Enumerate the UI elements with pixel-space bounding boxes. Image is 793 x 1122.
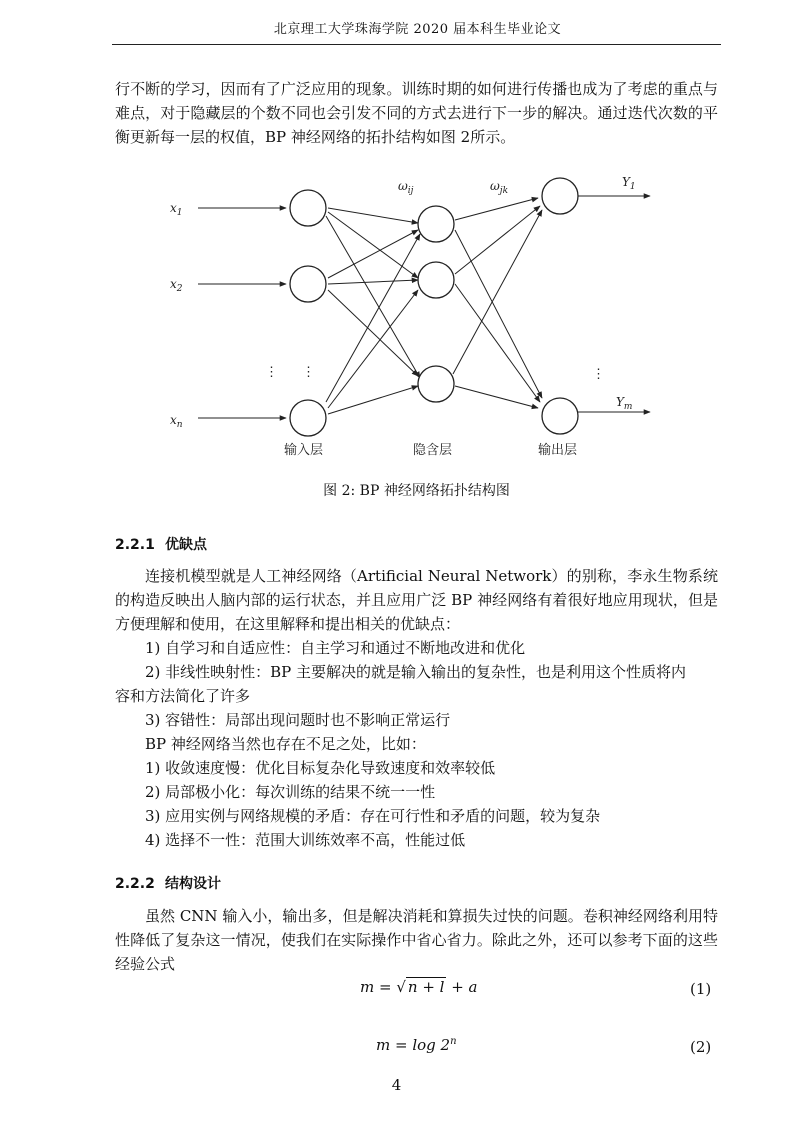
equation-1-tail: + a (446, 978, 478, 996)
edges-hidden-output (453, 198, 542, 408)
section-number: 2.2.1 (115, 537, 155, 553)
bp-network-diagram (160, 168, 660, 468)
weight-label-wjk: $\omega_{jk}$ (490, 179, 509, 196)
disadvantage-item-1: 1) 收敛速度慢：优化目标复杂化导致速度和效率较低 (145, 759, 496, 777)
equation-1-number: (1) (690, 980, 712, 998)
input-node-2 (290, 266, 326, 302)
section-number: 2.2.2 (115, 876, 155, 892)
equation-1-lhs: m = (360, 978, 397, 996)
section-heading-2-2-2 (115, 873, 221, 893)
advantage-item-1: 1) 自学习和自适应性：自主学习和通过不断地改进和优化 (145, 639, 526, 657)
disadvantage-item-3: 3) 应用实例与网络规模的矛盾：存在可行性和矛盾的问题，较为复杂 (145, 807, 601, 825)
output-arrows (578, 196, 650, 412)
layer-label-hidden: 隐含层 (413, 443, 453, 458)
equation-1 (360, 978, 478, 996)
output-label-ym: $Y_m$ (616, 395, 633, 412)
paragraph-structure-design: 虽然 CNN 输入小，输出多，但是解决消耗和算损失过快的问题。卷积神经网络利用特性降低了复杂这一情况，使我们在实际操作中省心省力。除此之外，还可以参考下面的这些经验公式 (115, 907, 718, 973)
section-heading-2-2-1 (115, 534, 207, 554)
hidden-node-2 (418, 262, 454, 298)
output-node-1 (542, 178, 578, 214)
ellipsis-dots-2: ⋮ (302, 365, 315, 380)
disadvantage-intro: BP 神经网络当然也存在不足之处，比如： (145, 735, 426, 753)
input-label-x1: $x_1$ (170, 201, 183, 218)
advantage-item-3: 3) 容错性：局部出现问题时也不影响正常运行 (145, 711, 451, 729)
ellipsis-dots-3: ⋮ (592, 367, 605, 382)
equation-2-number: (2) (690, 1038, 712, 1056)
hidden-node-3 (418, 366, 454, 402)
equation-1-radicand: n + l (407, 978, 445, 996)
weight-label-wij: $\omega_{ij}$ (398, 179, 414, 196)
section-title: 结构设计 (165, 876, 221, 892)
page-header: 北京理工大学珠海学院 2020 届本科生毕业论文 (273, 22, 562, 37)
page-number: 4 (391, 1076, 402, 1094)
sqrt-symbol: √ (396, 978, 406, 996)
header-rule (112, 44, 721, 45)
section-title: 优缺点 (165, 537, 207, 553)
disadvantage-item-4: 4) 选择不一性：范围大训练效率不高，性能过低 (145, 831, 466, 849)
figure-caption: 图 2: BP 神经网络拓扑结构图 (323, 483, 510, 499)
input-node-n (290, 400, 326, 436)
input-label-x2: $x_2$ (170, 277, 183, 294)
input-label-xn: $x_n$ (170, 413, 183, 430)
equation-2-lhs: m = log 2 (376, 1036, 451, 1054)
output-label-y1: $Y_1$ (622, 175, 636, 192)
paragraph-ann-intro: 连接机模型就是人工神经网络（Artificial Neural Network）的别称，李永生物系统的构造反映出人脑内部的运行状态，并且应用广泛 BP 神经网络有着很好地应用现状，但是方便理解和使用，在这里解释和提出相关的优缺点： (115, 567, 718, 633)
equation-2-exponent: n (450, 1036, 457, 1047)
edges-input-hidden (326, 208, 420, 414)
hidden-node-1 (418, 206, 454, 242)
equation-2 (376, 1036, 457, 1054)
disadvantage-item-2: 2) 局部极小化：每次训练的结果不统一一性 (145, 783, 436, 801)
output-node-m (542, 398, 578, 434)
input-arrows (198, 208, 286, 418)
ellipsis-dots-1: ⋮ (265, 365, 278, 380)
layer-label-output: 输出层 (538, 443, 578, 458)
input-node-1 (290, 190, 326, 226)
paragraph-intro: 行不断的学习，因而有了广泛应用的现象。训练时期的如何进行传播也成为了考虑的重点与难点，对于隐藏层的个数不同也会引发不同的方式去进行下一步的解决。通过迭代次数的平衡更新每一层的权值，BP 神经网络的拓扑结构如图 2所示。 (115, 80, 718, 146)
layer-label-input: 输入层 (284, 443, 324, 458)
advantage-item-2: 2) 非线性映射性：BP 主要解决的就是输入输出的复杂性，也是利用这个性质将内 (145, 663, 687, 681)
advantage-item-2-wrap: 容和方法简化了许多 (115, 687, 251, 705)
